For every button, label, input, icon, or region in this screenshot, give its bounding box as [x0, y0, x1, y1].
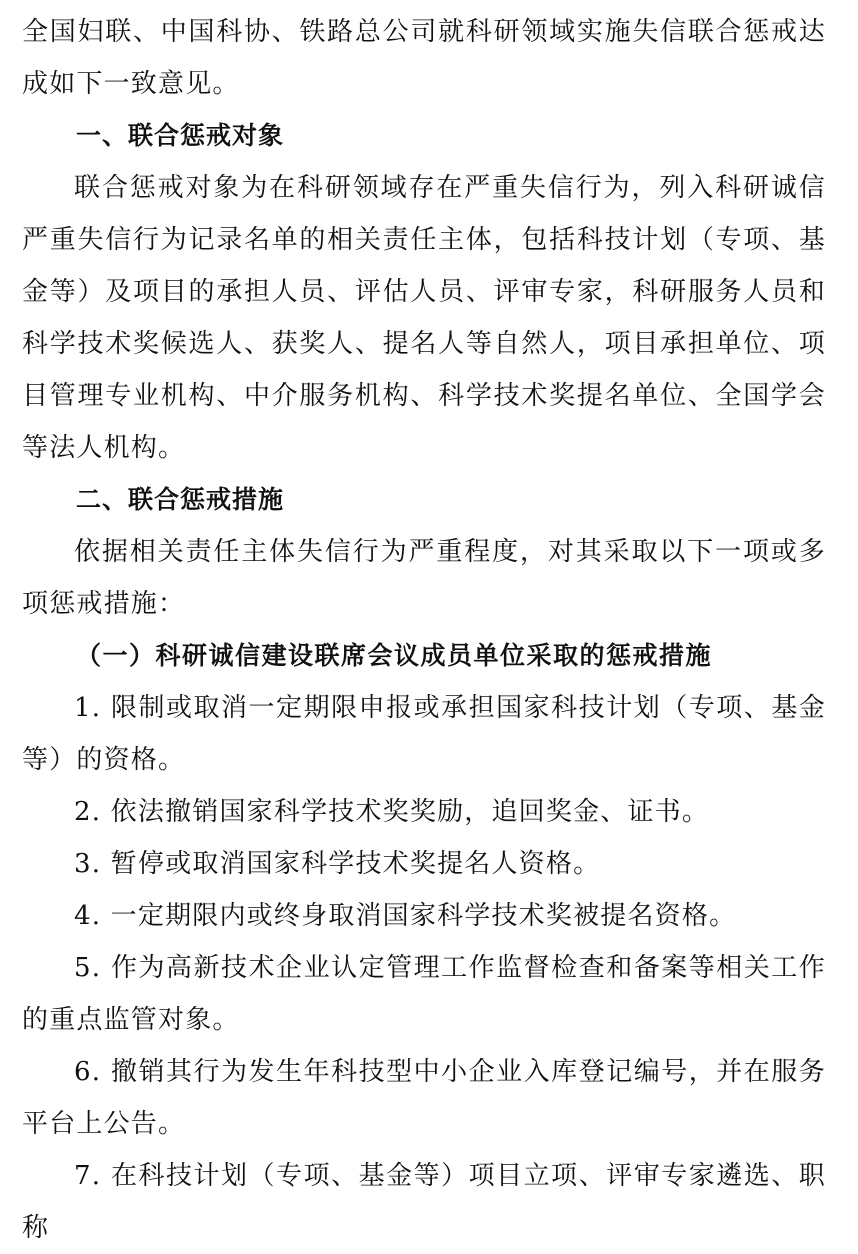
intro-paragraph: 全国妇联、中国科协、铁路总公司就科研领域实施失信联合惩戒达成如下一致意见。 — [22, 17, 826, 99]
section-heading-targets: 一、联合惩戒对象 — [76, 121, 285, 150]
section-heading-measures: 二、联合惩戒措施 — [76, 485, 285, 514]
list-item: 6. 撤销其行为发生年科技型中小企业入库登记编号，并在服务平台上公告。 — [22, 1057, 826, 1139]
list-item: 7. 在科技计划（专项、基金等）项目立项、评审专家遴选、职称 — [22, 1161, 826, 1243]
list-item: 1. 限制或取消一定期限申报或承担国家科技计划（专项、基金等）的资格。 — [22, 693, 826, 775]
section-body-measures: 依据相关责任主体失信行为严重程度，对其采取以下一项或多项惩戒措施： — [22, 537, 826, 619]
list-item: 2. 依法撤销国家科学技术奖奖励，追回奖金、证书。 — [74, 797, 710, 827]
list-item: 5. 作为高新技术企业认定管理工作监督检查和备案等相关工作的重点监管对象。 — [22, 953, 826, 1035]
list-item: 4. 一定期限内或终身取消国家科学技术奖被提名资格。 — [74, 901, 737, 931]
list-item: 3. 暂停或取消国家科学技术奖提名人资格。 — [74, 849, 601, 879]
document-page — [22, 6, 826, 1254]
section-body-targets: 联合惩戒对象为在科研领域存在严重失信行为，列入科研诚信严重失信行为记录名单的相关责任主体，包括科技计划（专项、基金等）及项目的承担人员、评估人员、评审专家，科研服务人员和科学技术奖候选人、获奖人、提名人等自然人，项目承担单位、项目管理专业机构、中介服务机构、科学技术奖提名单位、全国学会等法人机构。 — [22, 173, 826, 463]
subsection-heading: （一）科研诚信建设联席会议成员单位采取的惩戒措施 — [76, 641, 713, 670]
